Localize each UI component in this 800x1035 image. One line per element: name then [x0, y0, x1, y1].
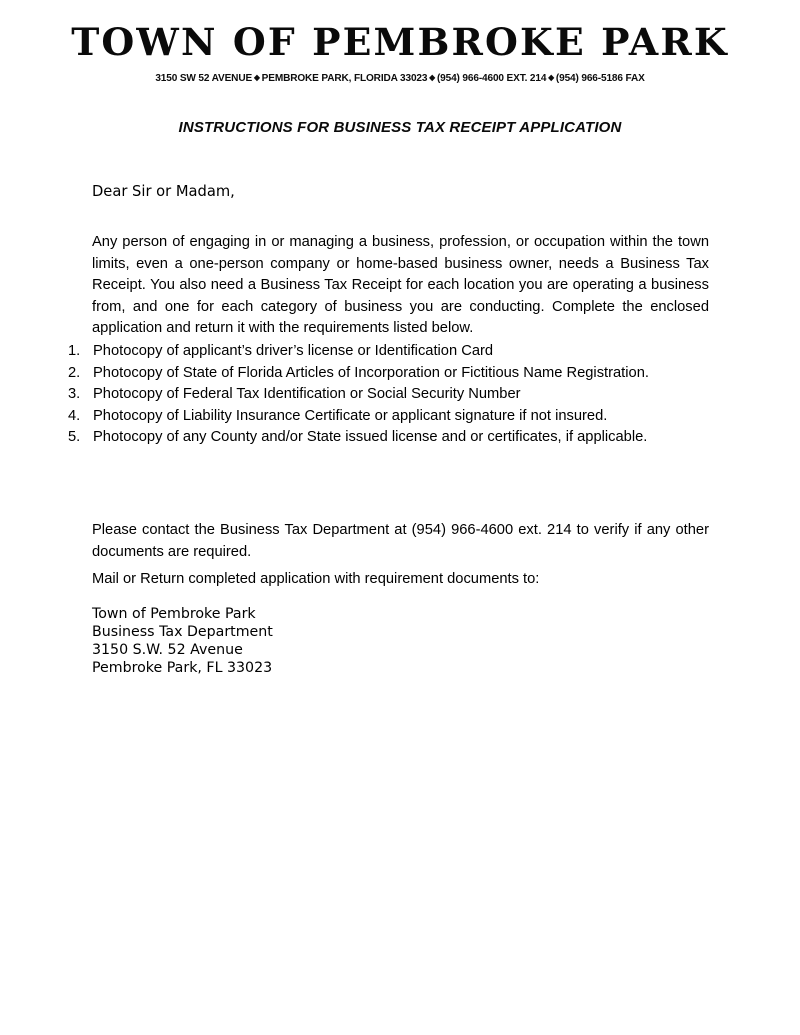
return-address-line: Business Tax Department [92, 624, 273, 640]
diamond-separator-icon: ◆ [548, 73, 554, 82]
list-item [68, 406, 709, 428]
list-item-number: 3. [68, 386, 81, 402]
return-address-line: Pembroke Park, FL 33023 [92, 660, 273, 676]
address-phone: (954) 966-4600 EXT. 214 [436, 72, 547, 84]
salutation: Dear Sir or Madam, [92, 183, 235, 200]
list-item-text: Photocopy of any County and/or State issued license and or certificates, if applicable. [93, 429, 648, 445]
list-item-text: Photocopy of Liability Insurance Certificate or applicant signature if not insured. [93, 407, 608, 424]
diamond-separator-icon: ◆ [429, 73, 436, 82]
list-item-number: 1. [68, 343, 81, 359]
list-item-text: Photocopy of State of Florida Articles of Incorporation or Fictitious Name Registration. [93, 364, 649, 381]
list-item-number: 5. [68, 429, 81, 445]
diamond-separator-icon: ◆ [253, 73, 260, 82]
list-item [68, 384, 709, 406]
list-item-number: 2. [68, 364, 81, 381]
return-address-line: 3150 S.W. 52 Avenue [92, 642, 243, 658]
list-item-text: Photocopy of Federal Tax Identification or Social Security Number [93, 386, 521, 402]
list-item [68, 427, 709, 449]
return-address-block [92, 605, 492, 677]
address-fax: (954) 966-5186 FAX [555, 72, 645, 84]
address-city-state-zip: PEMBROKE PARK, FLORIDA 33023 [261, 72, 428, 84]
requirements-list [68, 341, 709, 449]
organization-title: TOWN OF PEMBROKE PARK [71, 20, 729, 64]
mail-instruction: Mail or Return completed application with requirement documents to: [92, 571, 540, 587]
organization-address-line [16, 71, 784, 85]
document-title: INSTRUCTIONS FOR BUSINESS TAX RECEIPT APPLICATION [178, 119, 622, 136]
list-item [68, 363, 709, 385]
contact-paragraph: Please contact the Business Tax Department at (954) 966-4600 ext. 214 to verify if any other documents are required. [92, 522, 709, 560]
list-item-number: 4. [68, 407, 81, 424]
list-item-text: Photocopy of applicant’s driver’s license or Identification Card [93, 343, 494, 359]
letter-body [92, 182, 709, 340]
letterhead [0, 22, 800, 85]
intro-paragraph: Any person of engaging in or managing a business, profession, or occupation within the town limits, even a one-person company or home-based business owner, needs a Business Tax Receipt. You also need a Business Tax Receipt for each location you are operating a business from, and one for each category of business you are conducting. Complete the enclosed application and return it with the requirements listed below. [92, 234, 709, 336]
list-item [68, 341, 709, 363]
address-street: 3150 SW 52 AVENUE [155, 72, 253, 84]
return-address-line: Town of Pembroke Park [92, 606, 256, 622]
